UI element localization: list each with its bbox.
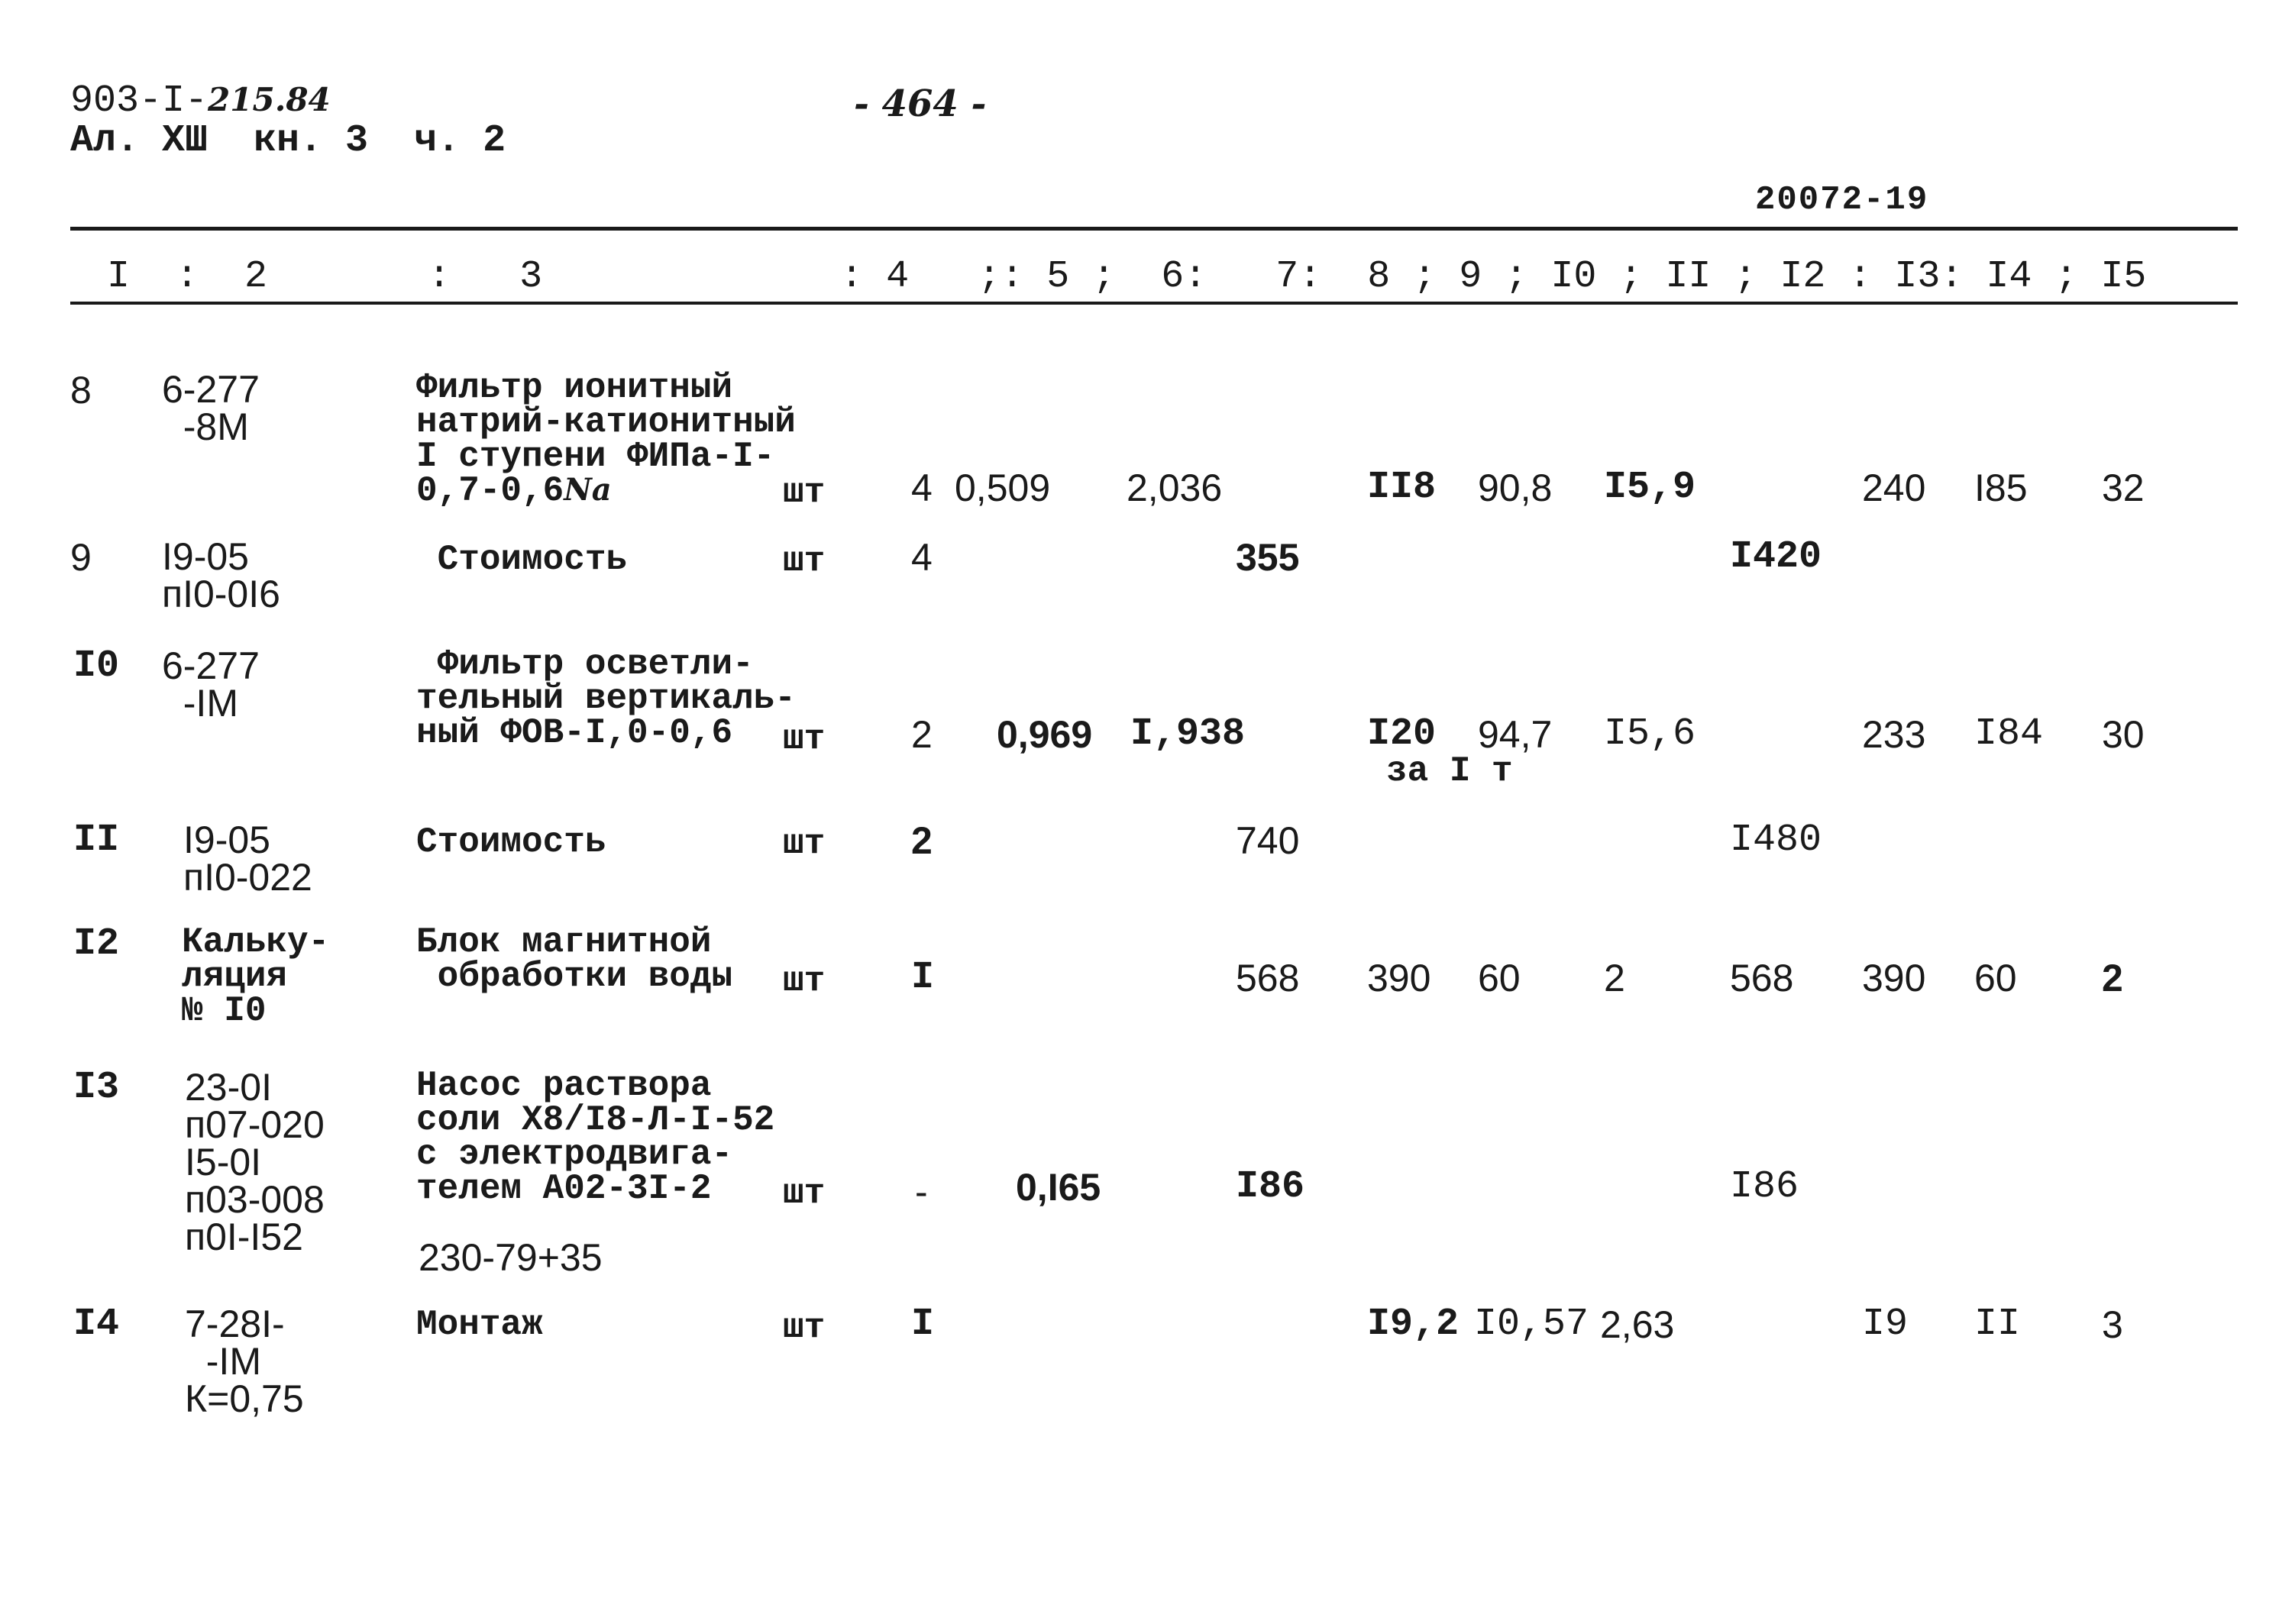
page-number: - 464 - <box>854 82 987 125</box>
row-col12: 390 <box>1862 957 1926 999</box>
row-col6: I,938 <box>1130 712 1246 756</box>
row-col11: I420 <box>1730 535 1822 579</box>
row-col7: 568 <box>1236 957 1300 999</box>
row-number: I0 <box>73 644 120 688</box>
row-col11: 568 <box>1730 957 1794 999</box>
row-col13: 60 <box>1974 957 2017 999</box>
row-col6: 0,I65 <box>1016 1166 1101 1209</box>
row-col14: 30 <box>2102 713 2145 756</box>
row-name: Блок магнитной обработки воды <box>416 922 733 997</box>
row-name: Фильтр осветли- тельный вертикаль- ный ФОВ-I,0-0,6 <box>416 644 796 754</box>
row-name-extra: 230-79+35 <box>419 1236 603 1279</box>
table-top-rule <box>70 227 2238 231</box>
row-code: I9-05 пI0-0I6 <box>162 535 280 615</box>
row-col13: II <box>1974 1303 2021 1346</box>
row-unit: шт <box>783 961 826 1001</box>
column-header-row: I : 2 : 3 : 4 ;: 5 ; 6: 7: 8 ; 9 ; I0 ; II ; I2 : I3: I4 ; I5 <box>84 255 2147 299</box>
row-quantity: 4 <box>911 536 933 579</box>
row-col11: I480 <box>1730 818 1822 862</box>
row-code: 7-28I- -IM К=0,75 <box>185 1303 304 1420</box>
row-code: Кальку- ляция № I0 <box>182 922 330 1032</box>
row-col10: I5,6 <box>1604 712 1696 756</box>
row-unit: шт <box>783 1308 826 1348</box>
row-col11: I86 <box>1730 1165 1799 1209</box>
row-col5: 0,969 <box>997 713 1093 756</box>
row-col8: I9,2 <box>1367 1303 1460 1346</box>
row-col13: I84 <box>1974 712 2044 756</box>
row-col12: 240 <box>1862 467 1926 509</box>
row-unit: шт <box>783 824 826 864</box>
row-quantity: 2 <box>911 713 933 756</box>
row-col14: 32 <box>2102 467 2145 509</box>
document-code-handwritten: 215.84 <box>208 81 331 118</box>
row-quantity: I <box>911 1303 935 1346</box>
document-code <box>70 79 331 123</box>
row-col7: 740 <box>1236 819 1300 862</box>
row-number: I3 <box>73 1066 120 1109</box>
row-quantity: 4 <box>911 467 933 509</box>
row-col14: 2 <box>2102 957 2123 999</box>
row-name: Монтаж <box>416 1305 543 1345</box>
row-number: 8 <box>70 369 92 412</box>
row-name-handwritten: Na <box>564 472 612 509</box>
row-number: II <box>73 818 120 862</box>
row-number: 9 <box>70 536 92 579</box>
row-col10: I5,9 <box>1604 466 1696 509</box>
row-col12: I9 <box>1862 1303 1909 1346</box>
row-unit: шт <box>783 719 826 759</box>
row-name <box>416 368 796 512</box>
row-quantity: I <box>911 956 935 999</box>
row-col14: 3 <box>2102 1303 2123 1346</box>
row-col10: 2,63 <box>1600 1303 1675 1346</box>
row-code: 6-277 -8M <box>162 368 260 448</box>
row-col9: 60 <box>1478 957 1521 999</box>
row-col9: 90,8 <box>1478 467 1553 509</box>
row-number: I2 <box>73 922 120 966</box>
row-code: 23-0I п07-020 I5-0I п03-008 п0I-I52 <box>185 1066 325 1258</box>
row-number: I4 <box>73 1303 120 1346</box>
table-header-rule <box>70 302 2238 305</box>
row-quantity: 2 <box>911 819 933 862</box>
row-col7: I86 <box>1236 1165 1305 1209</box>
row-unit: шт <box>783 473 826 512</box>
row-col5: 0,509 <box>955 467 1051 509</box>
row-col8: 390 <box>1367 957 1431 999</box>
row-col8: II8 <box>1367 466 1437 509</box>
row-name: Стоимость <box>416 540 628 580</box>
album-reference: Ал. XШ кн. 3 ч. 2 <box>70 119 506 163</box>
row-code: I9-05 пI0-022 <box>183 818 312 899</box>
row-name: Насос раствора соли Х8/I8-Л-I-52 с электродвига- телем А02-3I-2 <box>416 1066 775 1209</box>
document-code-prefix: 903-I- <box>70 79 209 123</box>
row-col7: 355 <box>1236 536 1300 579</box>
row-col6: 2,036 <box>1127 467 1223 509</box>
row-col8: I20 <box>1367 712 1437 756</box>
row-unit: шт <box>783 541 826 581</box>
row-name-text: Фильтр ионитный натрий-катионитный I ступени ФИПа-I- 0,7-0,6 <box>416 368 796 512</box>
archive-stamp: 20072-19 <box>1755 181 1929 219</box>
row-col13: I85 <box>1974 467 2028 509</box>
row-col12: 233 <box>1862 713 1926 756</box>
row-code: 6-277 -IM <box>162 644 260 725</box>
row-col8-note: за I т <box>1386 751 1513 791</box>
row-col10: 2 <box>1604 957 1625 999</box>
row-col9: 94,7 <box>1478 713 1553 756</box>
row-unit: шт <box>783 1174 826 1213</box>
row-quantity: - <box>915 1170 928 1213</box>
row-name: Стоимость <box>416 822 606 862</box>
row-col9: I0,57 <box>1474 1303 1589 1346</box>
